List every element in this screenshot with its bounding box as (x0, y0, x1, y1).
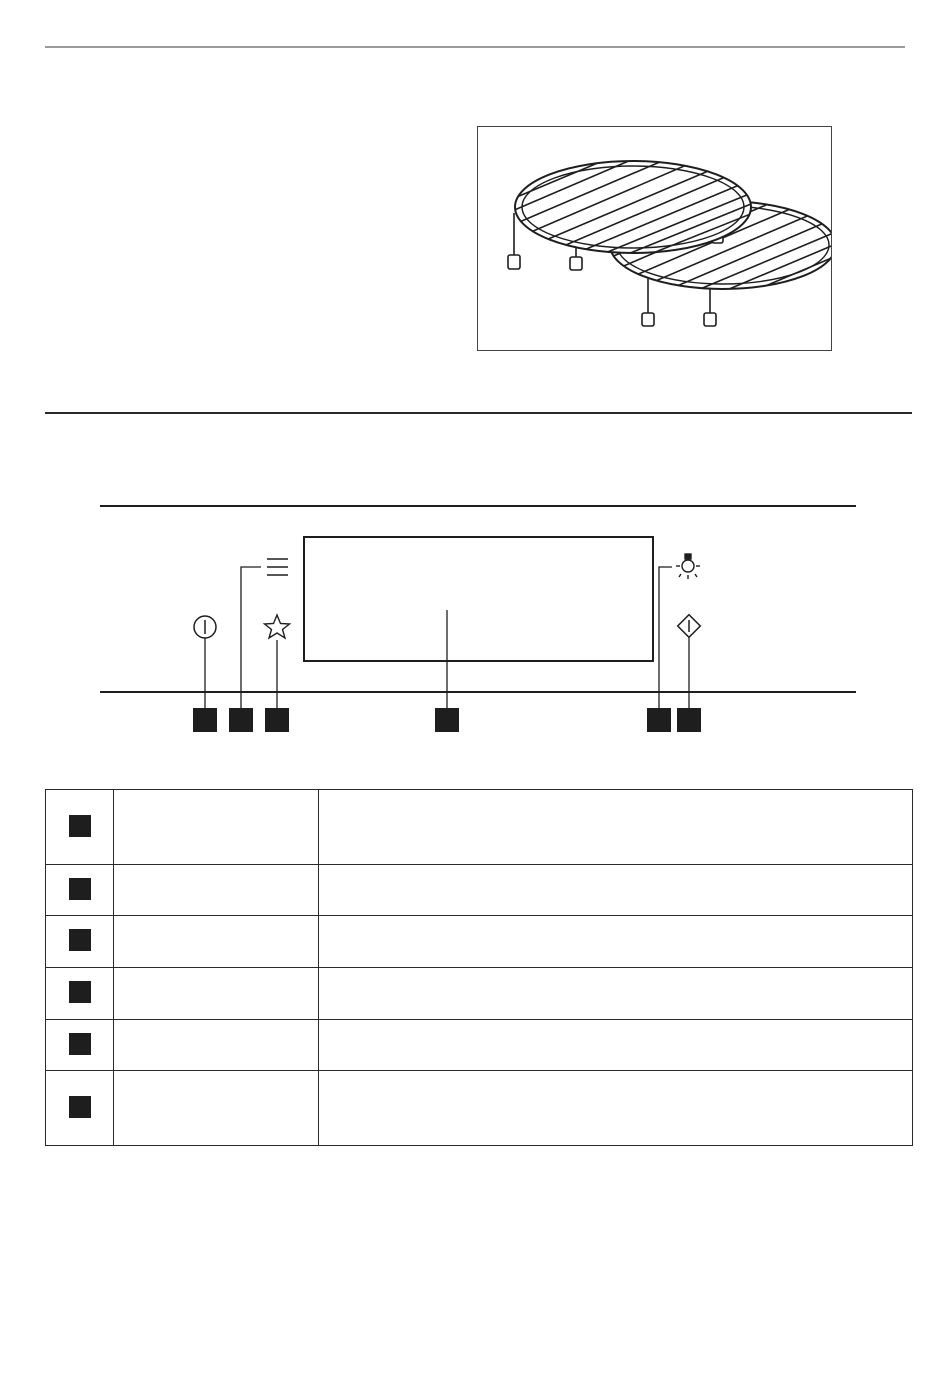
table-row (46, 790, 913, 865)
lamp-icon[interactable] (676, 554, 700, 579)
legend-number-cell (46, 968, 114, 1020)
legend-marker (69, 1033, 91, 1055)
legend-number-cell (46, 865, 114, 916)
marker-2 (229, 708, 253, 732)
legend-marker (69, 878, 91, 900)
legend-description-cell (319, 1071, 913, 1146)
table-row (46, 1071, 913, 1146)
legend-name-cell (114, 1020, 319, 1071)
start-diamond-icon[interactable] (678, 615, 701, 638)
display-screen (304, 537, 653, 661)
legend-number-cell (46, 790, 114, 865)
legend-name-cell (114, 1071, 319, 1146)
table-row (46, 865, 913, 916)
legend-number-cell (46, 1020, 114, 1071)
marker-3 (265, 708, 289, 732)
marker-5 (647, 708, 671, 732)
star-icon[interactable] (265, 615, 290, 638)
callout-markers (193, 708, 701, 732)
legend-marker (69, 981, 91, 1003)
legend-description-cell (319, 916, 913, 968)
legend-marker (69, 929, 91, 951)
legend-number-cell (46, 916, 114, 968)
section-rule (45, 412, 912, 414)
marker-1 (193, 708, 217, 732)
top-rule (45, 46, 905, 48)
legend-name-cell (114, 968, 319, 1020)
table-row (46, 916, 913, 968)
power-icon[interactable] (194, 616, 216, 638)
legend-marker (69, 815, 91, 837)
legend-name-cell (114, 790, 319, 865)
grill-rack-illustration (477, 126, 832, 351)
marker-6 (677, 708, 701, 732)
menu-lines-icon[interactable] (267, 559, 288, 575)
marker-4 (435, 708, 459, 732)
control-panel-diagram (0, 490, 950, 750)
legend-marker (69, 1096, 91, 1118)
legend-description-cell (319, 790, 913, 865)
control-legend-table (45, 789, 913, 1146)
legend-number-cell (46, 1071, 114, 1146)
legend-name-cell (114, 916, 319, 968)
control-panel-drawing (0, 490, 950, 750)
legend-description-cell (319, 1020, 913, 1071)
legend-name-cell (114, 865, 319, 916)
legend-description-cell (319, 968, 913, 1020)
wire-racks-drawing (478, 127, 831, 350)
table-row (46, 968, 913, 1020)
table-row (46, 1020, 913, 1071)
legend-description-cell (319, 865, 913, 916)
